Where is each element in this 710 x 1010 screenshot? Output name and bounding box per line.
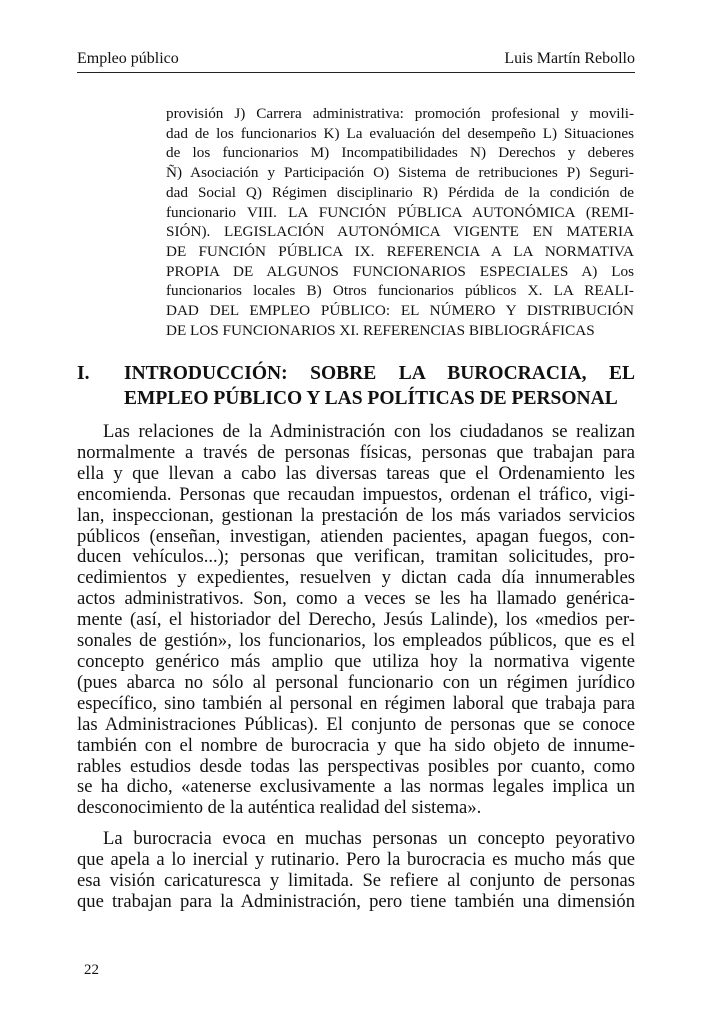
paragraph-line: las Administraciones Públicas). El conjunto de personas que se conoce bbox=[77, 713, 635, 735]
body-text bbox=[77, 422, 635, 913]
paragraph-line: ella y que llevan a cabo las diversas tareas que el Ordenamiento les bbox=[77, 462, 635, 484]
header-book-title: Empleo público bbox=[77, 50, 179, 67]
paragraph-line: La burocracia evoca en muchas personas un concepto peyorativo bbox=[103, 828, 635, 850]
paragraph-line: esa visión caricaturesca y limitada. Se refiere al conjunto de personas bbox=[77, 870, 635, 892]
paragraph-line: mente (así, el historiador del Derecho, Jesús Lalinde), los «medios per- bbox=[77, 609, 635, 631]
toc-line: dad de los funcionarios K) La evaluación del desempeño L) Situaciones bbox=[166, 124, 634, 142]
paragraph-line: ducen vehículos...); personas que verifican, tramitan solicitudes, pro- bbox=[77, 546, 635, 568]
toc-line: provisión J) Carrera administrativa: promoción profesional y movili- bbox=[166, 105, 634, 122]
paragraph-line: normalmente a través de personas físicas, personas que trabajan para bbox=[77, 441, 635, 463]
toc-line: de los funcionarios M) Incompatibilidades N) Derechos y deberes bbox=[166, 144, 634, 162]
paragraph-line: se ha dicho, «atenerse exclusivamente a las normas legales implica un bbox=[77, 776, 635, 798]
toc-line: DE FUNCIÓN PÚBLICA IX. REFERENCIA A LA NORMATIVA bbox=[166, 242, 634, 260]
paragraph-line: públicos (enseñan, investigan, atienden pacientes, apagan fuegos, con- bbox=[77, 525, 635, 547]
paragraph-line: actos administrativos. Son, como a veces se les ha llamado genérica- bbox=[77, 588, 635, 610]
paragraph-line: desconocimiento de la auténtica realidad del sistema». bbox=[77, 797, 482, 819]
paragraph-line: que apela a lo inercial y rutinario. Pero la burocracia es mucho más que bbox=[77, 849, 635, 871]
paragraph-line: rables estudios desde todas las perspectivas posibles por cuanto, como bbox=[77, 755, 635, 777]
paragraph-line: específico, sino también al personal en régimen laboral que trabaja para bbox=[77, 692, 635, 714]
paragraph-line: que trabajan para la Administración, pero tiene también una dimensión bbox=[77, 890, 635, 912]
toc-line: Ñ) Asociación y Participación O) Sistema de retribuciones P) Seguri- bbox=[166, 164, 634, 182]
header-author: Luis Martín Rebollo bbox=[504, 50, 635, 67]
table-of-contents-excerpt bbox=[166, 104, 634, 340]
section-title-line-2: EMPLEO PÚBLICO Y LAS POLÍTICAS DE PERSONAL bbox=[124, 388, 618, 409]
toc-line: SIÓN). LEGISLACIÓN AUTONÓMICA VIGENTE EN MATERIA bbox=[166, 223, 634, 241]
toc-line: dad Social Q) Régimen disciplinario R) Pérdida de la condición de bbox=[166, 183, 634, 201]
toc-line: PROPIA DE ALGUNOS FUNCIONARIOS ESPECIALES A) Los bbox=[166, 262, 634, 280]
toc-line: DAD DEL EMPLEO PÚBLICO: EL NÚMERO Y DISTRIBUCIÓN bbox=[166, 302, 634, 320]
paragraph-line: (pues abarca no sólo al personal funcionario con un régimen jurídico bbox=[77, 671, 635, 693]
paragraph-line: encomienda. Personas que recaudan impuestos, ordenan el tráfico, vigi- bbox=[77, 483, 635, 505]
toc-line: funcionarios locales B) Otros funcionarios públicos X. LA REALI- bbox=[166, 282, 634, 300]
toc-line: DE LOS FUNCIONARIOS XI. REFERENCIAS BIBLIOGRÁFICAS bbox=[166, 321, 595, 339]
paragraph-line: concepto genérico más amplio que utiliza hoy la normativa vigente bbox=[77, 650, 635, 672]
page-number: 22 bbox=[84, 962, 99, 978]
section-number: I. bbox=[77, 363, 90, 384]
section-title-line-1: INTRODUCCIÓN: SOBRE LA BUROCRACIA, EL bbox=[124, 363, 635, 384]
paragraph-line: sonales de gestión», los funcionarios, los empleados públicos, que es el bbox=[77, 630, 635, 652]
paragraph-line: Las relaciones de la Administración con los ciudadanos se realizan bbox=[103, 421, 635, 442]
paragraph-line: lan, inspeccionan, gestionan la prestación de los más variados servicios bbox=[77, 504, 635, 526]
running-header bbox=[77, 50, 635, 73]
paragraph-line: también con el nombre de burocracia y que ha sido objeto de innume- bbox=[77, 734, 635, 756]
toc-line: funcionario VIII. LA FUNCIÓN PÚBLICA AUTONÓMICA (REMI- bbox=[166, 203, 634, 221]
paragraph-line: cedimientos y expedientes, resuelven y dictan cada día innumerables bbox=[77, 567, 635, 589]
